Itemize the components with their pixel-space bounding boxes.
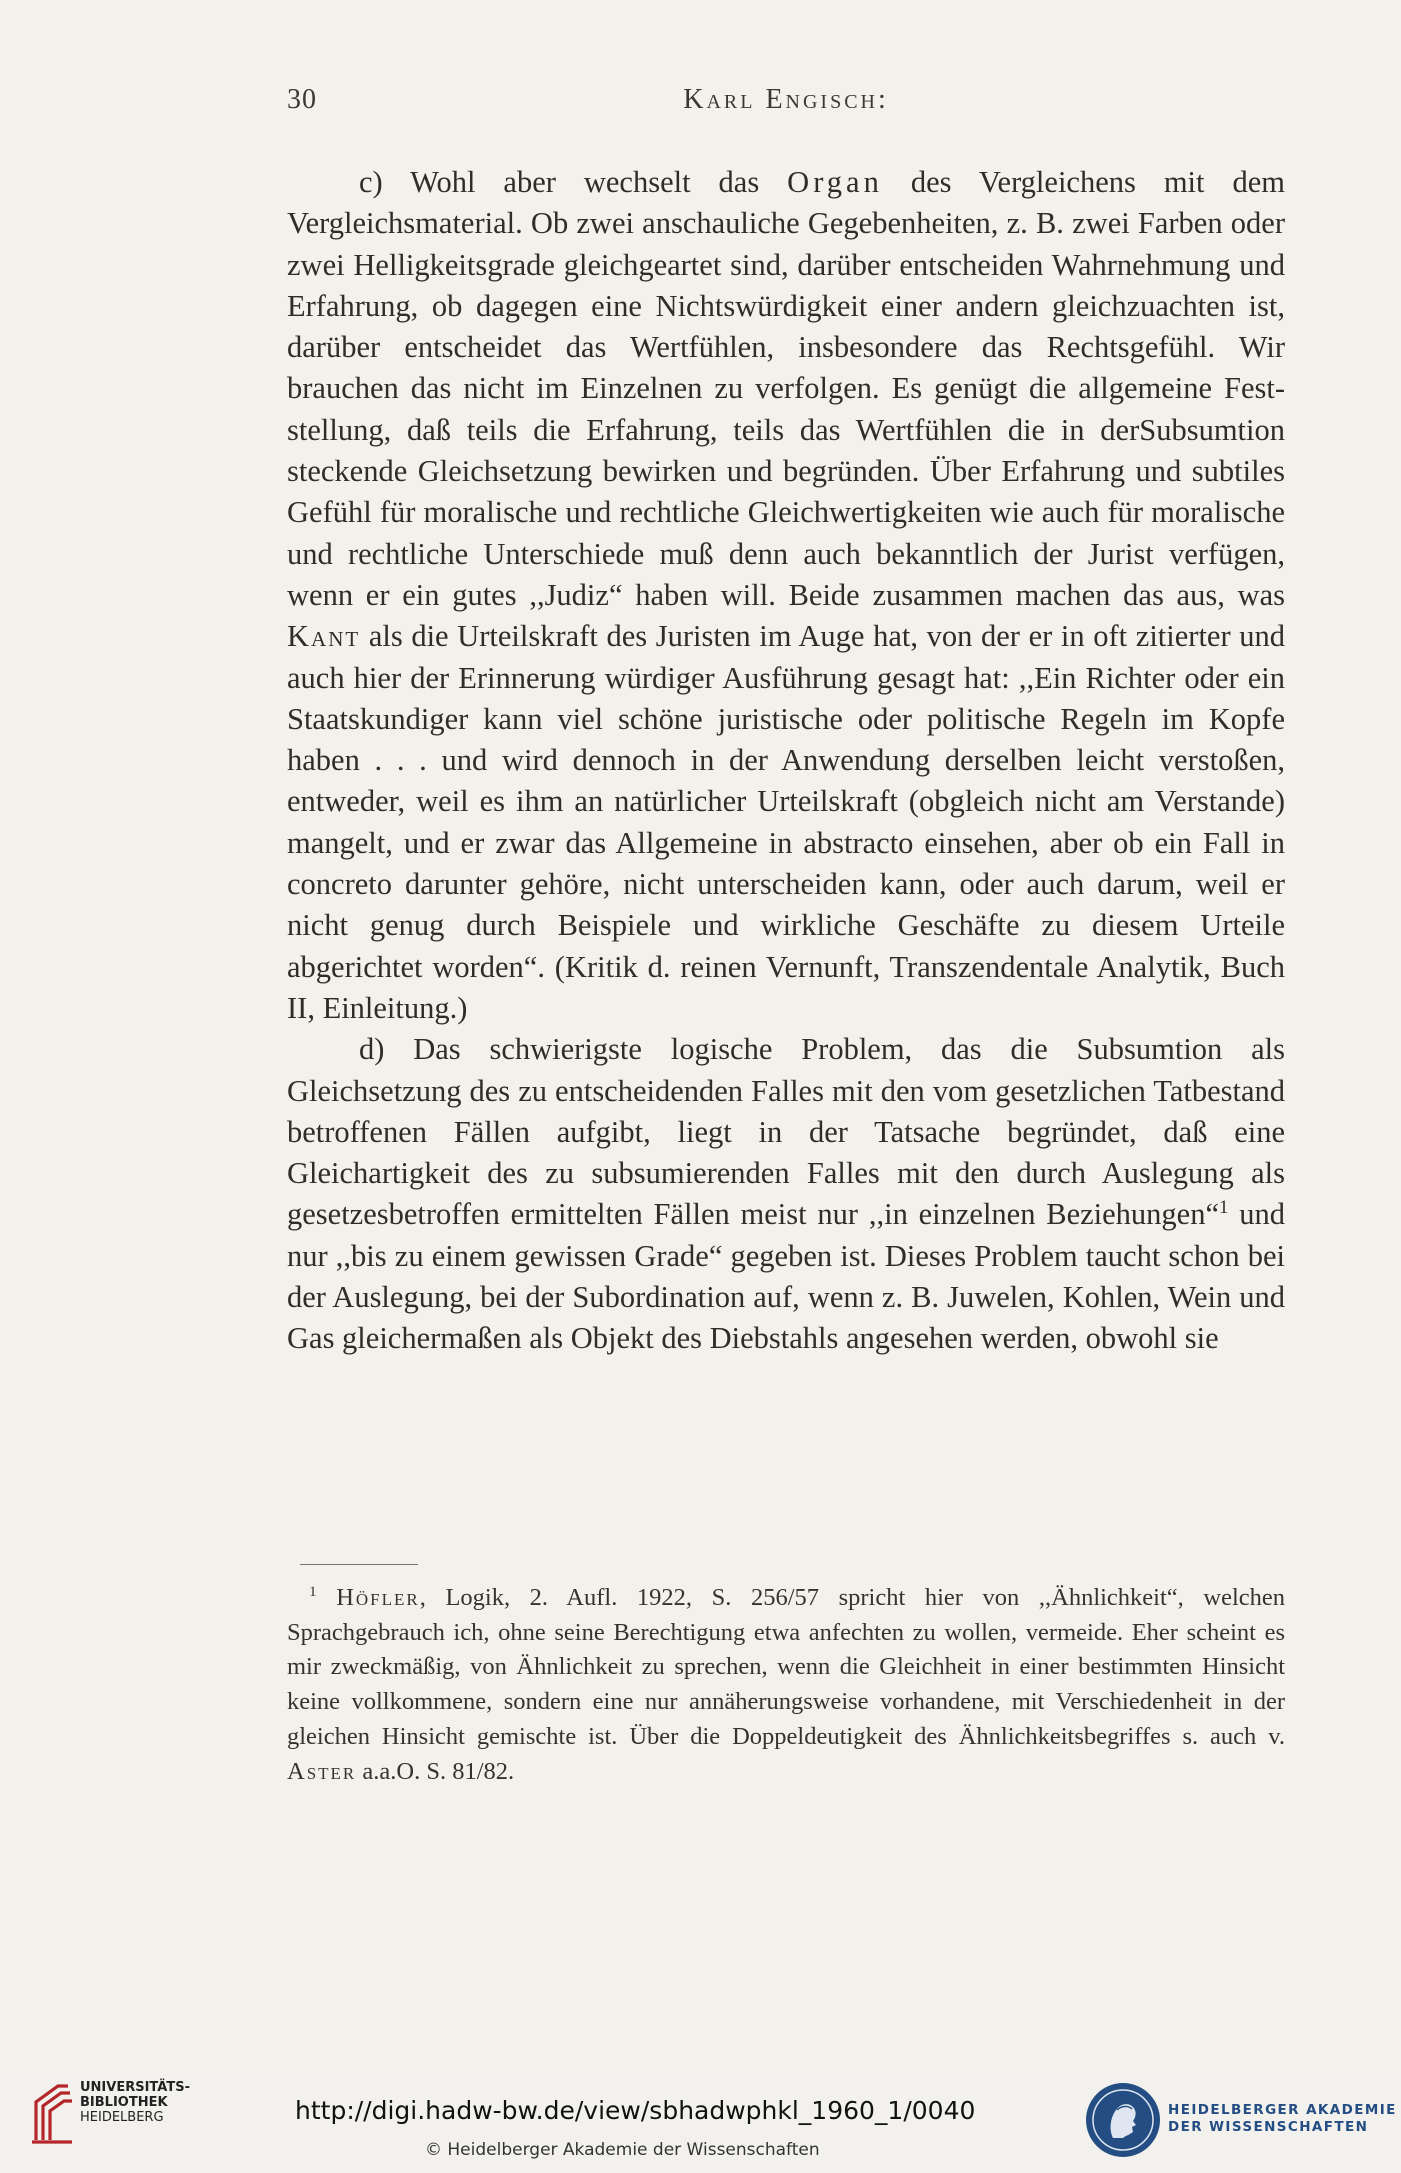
academy-name-line-2: DER WISSENSCHAFTEN: [1168, 2119, 1369, 2135]
academy-name: [1168, 2102, 1397, 2136]
paragraph-d: [287, 1029, 1285, 1359]
permalink-url[interactable]: http://digi.hadw-bw.de/view/sbhadwphkl_1960_1/0040: [295, 2096, 976, 2125]
paragraph-d-part-2: und nur ,,bis zu einem gewissen Grade“ gegeben ist. Dieses Problem taucht schon bei der Auslegung, bei der Subordination auf, wenn z. B. Juwelen, Kohlen, Wein und Gas gleichermaßen als Objekt des Diebstahls angesehen werden, obwohl sie: [287, 1197, 1285, 1356]
name-kant: Kant: [287, 619, 361, 654]
footnote-marker: 1: [309, 1582, 317, 1600]
footnote-reference: 1: [1219, 1197, 1229, 1219]
body-text: [287, 162, 1285, 1360]
page-number: 30: [287, 84, 317, 115]
footnote-text-2: a.a.O. S. 81/82.: [356, 1757, 515, 1785]
footnote-author-hoefler: Höfler: [336, 1584, 420, 1611]
library-name-line-1: UNIVERSITÄTS-: [80, 2080, 190, 2095]
emphasis-organ: Organ: [787, 165, 883, 199]
library-name: [80, 2080, 190, 2125]
paragraph-c-part-2: des Vergleichens mit dem Vergleichsmaterial. Ob zwei anschauliche Gegebenheiten, z. B. zwei Farben oder zwei Helligkeitsgrade gleichgeartet sind, darüber entscheiden Wahrnehmung und Erfahrung, ob dagegen eine Nichtswürdigkeit einer andern gleichzuachten ist, darüber entscheidet das Wertfühlen, insbesondere das Rechtsgefühl. Wir brauchen das nicht im Einzelnen zu verfolgen. Es genügt die allgemeine Feststellung, daß teils die Erfahrung, teils das Wertfühlen die in derSubsumtion steckende Gleichsetzung bewirken und begründen. Über Erfahrung und subtiles Gefühl für moralische und rechtliche Gleichwertigkeiten wie auch für moralische und rechtliche Unterschiede muß denn auch bekanntlich der Jurist verfügen, wenn er ein gutes ,,Judiz“ haben will. Beide zusammen machen das aus, was: [287, 165, 1285, 612]
library-logo-icon: [28, 2080, 74, 2146]
academy-name-line-1: HEIDELBERGER AKADEMIE: [1168, 2102, 1397, 2118]
library-name-line-2: BIBLIOTHEK: [80, 2095, 168, 2110]
running-head: [287, 84, 1285, 124]
paragraph-d-part-1: d) Das schwierigste logische Problem, das die Subsumtion als Gleichsetzung des zu entscheidenden Falles mit den vom gesetzlichen Tatbestand betroffenen Fällen aufgibt, liegt in der Tatsache begründet, daß eine Gleichartigkeit des zu subsumierenden Falles mit den durch Auslegung als gesetzesbetroffen ermittelten Fällen meist nur ,,in einzelnen Beziehungen“: [287, 1032, 1285, 1232]
footnote-rule: [300, 1564, 418, 1565]
running-head-author: Karl Engisch:: [683, 84, 889, 115]
paragraph-c: [287, 162, 1285, 1029]
footnote: [287, 1581, 1285, 1789]
academy-seal-icon: [1083, 2080, 1163, 2160]
footnote-text-1: , Logik, 2. Aufl. 1922, S. 256/57 spricht hier von ,,Ähnlichkeit“, welchen Sprachgebrauch ich, ohne seine Berechtigung etwa anfechten zu wollen, vermeide. Eher scheint es mir zweckmäßig, von Ähnlichkeit zu sprechen, wenn die Gleichheit in einer bestimmten Hinsicht keine vollkommene, sondern eine nur annäherungsweise vorhandene, mit Verschiedenheit in der gleichen Hinsicht gemischte ist. Über die Doppeldeutigkeit des Ähnlichkeitsbegriffes s. auch v.: [287, 1584, 1286, 1750]
paragraph-c-part-1: c) Wohl aber wechselt das: [359, 165, 788, 199]
copyright-notice: © Heidelberger Akademie der Wissenschaften: [425, 2140, 820, 2160]
library-name-line-3: HEIDELBERG: [80, 2110, 164, 2125]
paragraph-c-part-3: als die Urteilskraft des Juristen im Auge hat, von der er in oft zitierter und auch hier der Erinnerung würdiger Ausführung gesagt hat: ,,Ein Richter oder ein Staatskundiger kann viel schöne juristische oder politische Regeln im Kopfe haben . . . und wird dennoch in der Anwendung derselben leicht verstoßen, entweder, weil es ihm an natürlicher Urteilskraft (obgleich nicht am Verstande) mangelt, und er zwar das Allgemeine in abstracto einsehen, aber ob ein Fall in concreto darunter gehöre, nicht unterscheiden kann, oder auch darum, weil er nicht genug durch Beispiele und wirkliche Geschäfte zu diesem Urteile abgerichtet worden“. (Kritik d. reinen Vernunft, Transzendentale Analytik, Buch II, Einleitung.): [287, 619, 1285, 1025]
footnote-author-aster: Aster: [287, 1757, 357, 1785]
footnote-paragraph: [287, 1581, 1285, 1789]
footer-bar: [0, 2068, 1401, 2173]
